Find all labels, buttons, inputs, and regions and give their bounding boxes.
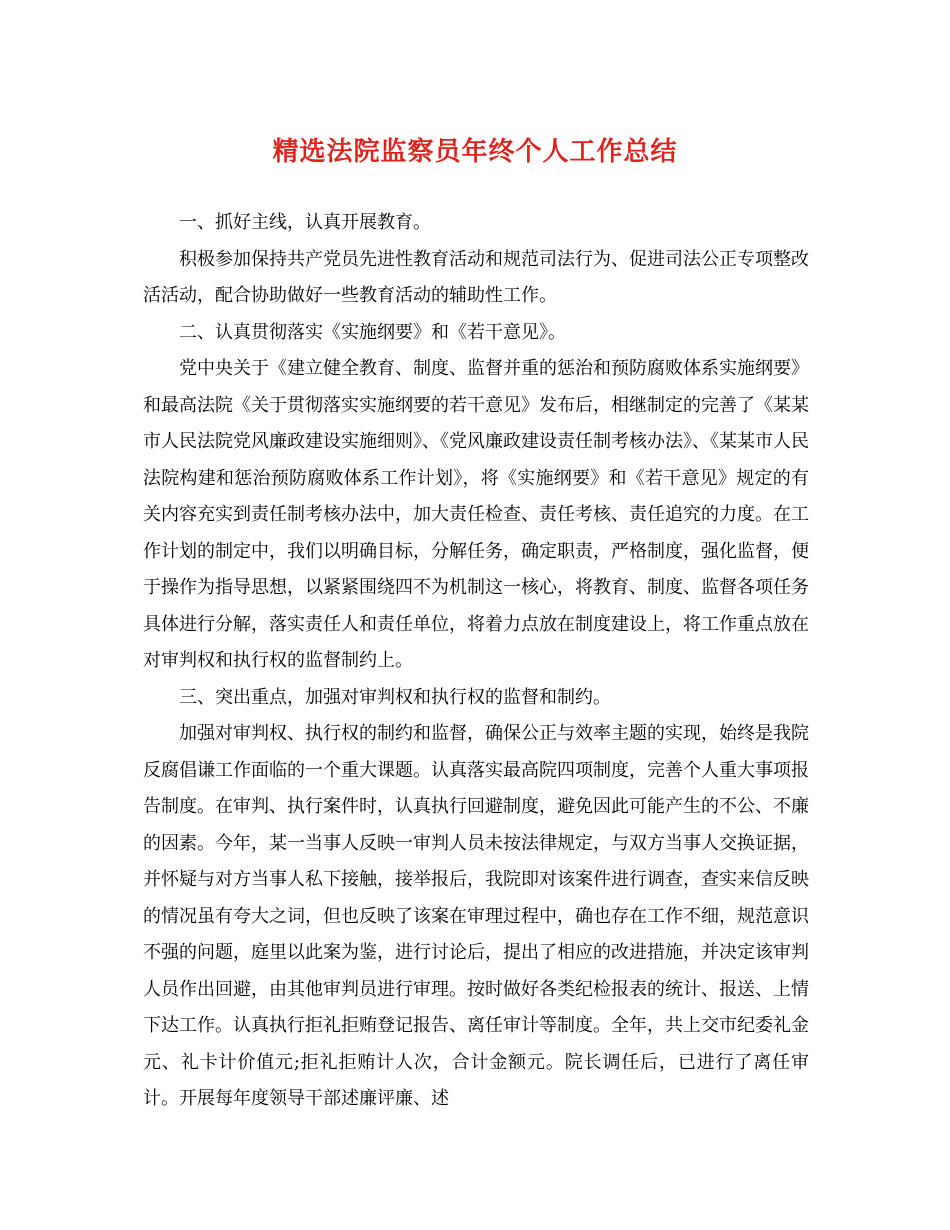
document-title: 精选法院监察员年终个人工作总结 [272,137,678,167]
document-body [143,205,809,1118]
paragraph-2: 党中央关于《建立健全教育、制度、监督并重的惩治和预防腐败体系实施纲要》和最高法院《关于贯彻落实实施纲要的若干意见》发布后，相继制定的完善了《某某市人民法院党风廉政建设实施细则》、《党风廉政建设责任制考核办法》、《某某市人民法院构建和惩治预防腐败体系工作计划》，将《实施纲要》和《若干意见》规定的有关内容充实到责任制考核办法中，加大责任检查、责任考核、责任追究的力度。在工作计划的制定中，我们以明确目标，分解任务，确定职责，严格制度，强化监督，便于操作为指导思想，以紧紧围绕四不为机制这一核心，将教育、制度、监督各项任务具体进行分解，落实责任人和责任单位，将着力点放在制度建设上，将工作重点放在对审判权和执行权的监督制约上。 [143,358,809,671]
paragraph-3: 加强对审判权、执行权的制约和监督，确保公正与效率主题的实现，始终是我院反腐倡谦工作面临的一个重大课题。认真落实最高院四项制度，完善个人重大事项报告制度。在审判、执行案件时，认真执行回避制度，避免因此可能产生的不公、不廉的因素。今年，某一当事人反映一审判人员未按法律规定，与双方当事人交换证据，并怀疑与对方当事人私下接触，接举报后，我院即对该案件进行调查，查实来信反映的情况虽有夸大之词，但也反映了该案在审理过程中，确也存在工作不细，规范意识不强的问题，庭里以此案为鉴，进行讨论后，提出了相应的改进措施，并决定该审判人员作出回避，由其他审判员进行审理。按时做好各类纪检报表的统计、报送、上情下达工作。认真执行拒礼拒贿登记报告、离任审计等制度。全年，共上交市纪委礼金元、礼卡计价值元;拒礼拒贿计人次，合计金额元。院长调任后，已进行了离任审计。开展每年度领导干部述廉评廉、述 [143,723,809,1109]
paragraph-heading-1: 一、抓好主线，认真开展教育。 [179,212,431,233]
paragraph-heading-2: 二、认真贯彻落实《实施纲要》和《若干意见》。 [179,321,566,343]
paragraph-heading-3: 三、突出重点，加强对审判权和执行权的监督和制约。 [179,686,611,708]
paragraph-1: 积极参加保持共产党员先进性教育活动和规范司法行为、促进司法公正专项整改活活动，配合协助做好一些教育活动的辅助性工作。 [143,248,809,306]
